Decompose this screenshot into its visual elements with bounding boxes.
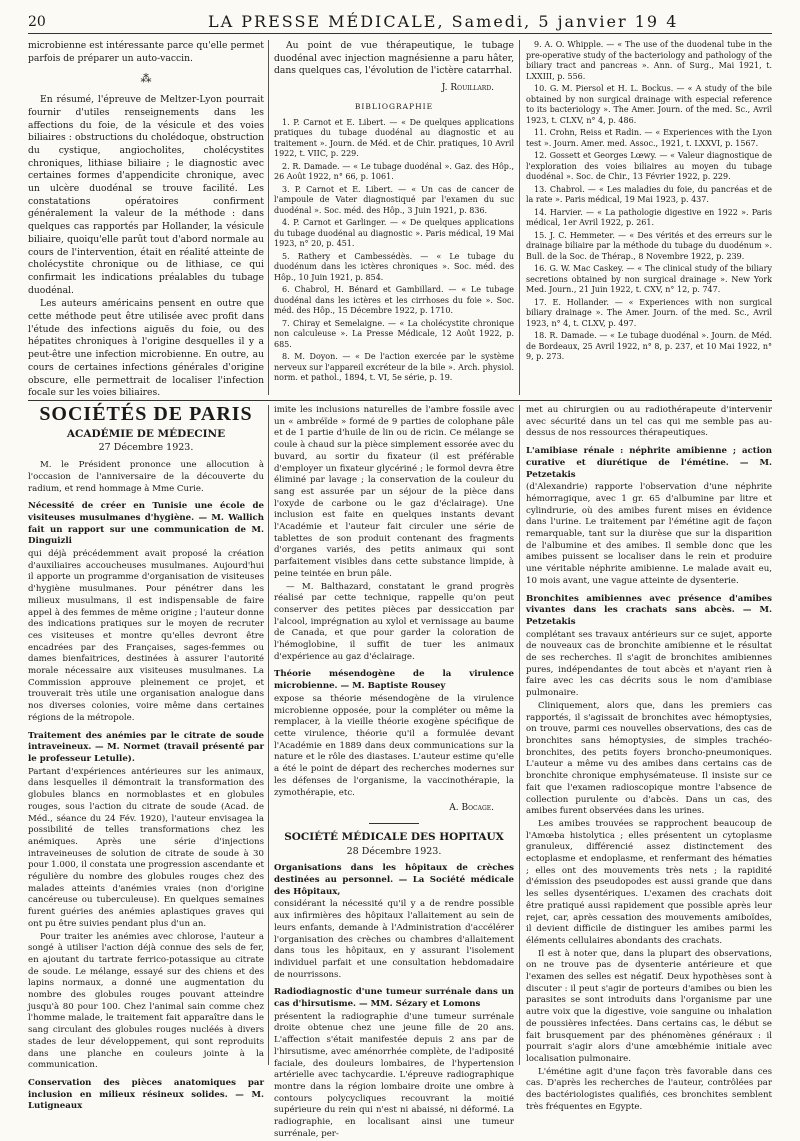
- paragraph: qui déjà précédemment avait proposé la création d'auxiliaires accoucheuses musulmanes. Aujourd'hui il apporte un programme d'organisation de visiteuses d'hygiène musulmanes. Pour pénétrer dans les milieux musulmans, il est indispensable de faire appel à des femmes de même origine ; l'auteur donne des indications pratiques sur le moyen de recruter ces visiteuses et montre qu'elles devront être encadrées par des Françaises, sages-femmes ou dames bienfaitrices, destinées à assurer l'autorité morale nécessaire aux visiteuses musulmanes. La Commission approuve pleinement ce projet, et trouverait très utile une organisation analogue dans nos diverses colonies, voire même dans certaines régions de la métropole.: [28, 549, 264, 723]
- bottom-column-2: [274, 405, 514, 1141]
- author-signature: A. Bocage.: [449, 803, 494, 814]
- paragraph: Au point de vue thérapeutique, le tubage duodénal avec injection magnésienne a paru hâter, dans quelques cas, l'évolution de l'ictère catarrhal.: [274, 40, 514, 77]
- paragraph: imite les inclusions naturelles de l'ambre fossile avec un « ambréïde » formé de 9 parties de colophane pâle et de 1 partie d'huile de lin ou de ricin. Ce mélange se coule à chaud sur la pièce simplement essorée avec du buvard, au sortir du fixateur (il est préférable d'employer un fixateur glycériné ; le formol devra être éliminé par lavage ; la conservation de la couleur du sang est assurée par un séjour de la pièce dans l'oxyde de carbone ou le gaz d'éclairage). Une inclusion est faite en quelques instants devant l'Académie et l'auteur fait circuler une série de tablettes de son produit contenant des fragments d'organes variés, des petits animaux qui sont parfaitement visibles dans cette substance limpide, à peine teintée en brun pâle.: [274, 405, 514, 579]
- reference: 9. A. O. Whipple. — « The use of the duodenal tube in the pre-operative study of the bacteriology and pathology of the biliary tract and pancreas ». Ann. of Surg., Mai 1921, t. LXXIII, p. 556.: [526, 40, 772, 81]
- communication-heading: Radiodiagnostic d'une tumeur surrénale dans un cas d'hirsutisme. — MM. Sézary et Lomons: [274, 987, 514, 1010]
- paragraph: Pour traiter les anémies avec chlorose, l'auteur a songé à utiliser l'action déjà connue des sels de fer, en ajoutant du tartrate ferrico-potassique au citrate de soude. Le mélange, essayé sur des chiens et des lapins normaux, a donné une augmentation du nombre des globules rouges pouvant atteindre jusqu'à 80 pour 100. Chez l'animal sain comme chez l'homme malade, le traitement fait apparaître dans le sang circulant des globules rouges nucléés à divers stades de leur développement, qui sont reproduits dans une planche en couleurs jointe à la communication.: [28, 931, 264, 1071]
- paragraph: Il est à noter que, dans la plupart des observations, on ne trouve pas de dysenterie antérieure et que l'examen des selles est négatif. Deux hypothèses sont à discuter : il peut s'agir de porteurs d'amibes ou bien les parasites se sont introduits dans l'organisme par une autre voix que la digestive, voie sanguine ou inhalation de poussières infectées. Dans certains cas, le début se fait brusquement par des phénomènes généraux : il pourrait s'agir alors d'une amœbhémie initiale avec localisation pulmonaire.: [526, 948, 772, 1064]
- reference: 1. P. Carnot et E. Libert. — « De quelques applications pratiques du tubage duodénal au diagnostic et au traitement ». Journ. de Méd. et de Chir. pratiques, 10 Avril 1922, t. VIIC, p. 229.: [274, 117, 514, 159]
- paragraph: En résumé, l'épreuve de Meltzer-Lyon pourrait fournir d'utiles renseignements dans les affections du foie, de la vésicule et des voies biliaires : obstructions du cholédoque, obstruction du cystique, angiocholites, cholécystites chroniques, lithiase biliaire ; le diagnostic avec certaines formes d'appendicite chronique, avec un ulcère duodénal se trouve facilité. Les constatations opératoires confirment généralement la valeur de la méthode : dans quelques cas rapportés par Hollander, la vésicule biliaire, quoiqu'elle parût tout d'abord normale au cours de l'intervention, était en réalité atteinte de cholécystite chronique ou de lithiase, ce qui confirmait les indications préalables du tubage duodénal.: [28, 94, 264, 296]
- communication-heading: Traitement des anémies par le citrate de soude intraveineux. — M. Normet (travail présenté par le professeur Letulle).: [28, 730, 264, 764]
- running-title: LA PRESSE MÉDICALE, Samedi, 5 janvier 19 4: [208, 12, 679, 31]
- column-divider: [268, 405, 269, 1065]
- reference: 8. M. Doyon. — « De l'action exercée par le système nerveux sur l'appareil excréteur de la bile ». Arch. physiol. norm. et pathol., 1894, t. VI, 5e série, p. 19.: [274, 352, 514, 383]
- reference: 12. Gossett et Georges Lœwy. — « Valeur diagnostique de l'exploration des voies biliaires au moyen du tubage duodénal ». Soc. de Chir., 13 Février 1922, p. 229.: [526, 151, 772, 181]
- paragraph: (d'Alexandrie) rapporte l'observation d'une néphrite hémorragique, avec 1 gr. 65 d'albumine par litre et cylindrurie, où des amibes furent mises en évidence dans l'urine. Le traitement par l'émétine agit de façon remarquable, tant sur la diurèse que sur la disparition de l'albumine et des amibes. Il semble donc que les amibes puissent se localiser dans le rein et produire une véritable néphrite amibienne. Le malade avait eu, 10 mois avant, une vague atteinte de dysenterie.: [526, 482, 772, 586]
- short-divider: [369, 823, 419, 824]
- section-title: SOCIÉTÉS DE PARIS: [39, 403, 253, 425]
- communication-heading: Conservation des pièces anatomiques par inclusion en milieux résineux solides. — M. Lutigneaux: [28, 1077, 264, 1112]
- reference: 3. P. Carnot et E. Libert. — « Un cas de cancer de l'ampoule de Vater diagnostiqué par l'examen du suc duodénal ». Soc. méd. des Hôp., 3 Juin 1921, p. 836.: [274, 184, 514, 215]
- communication-heading: Bronchites amibiennes avec présence d'amibes vivantes dans les crachats sans abcès. — M. Petzetakis: [526, 593, 772, 627]
- column-divider: [519, 405, 520, 1065]
- paragraph: M. le Président prononce une allocution à l'occasion de l'anniversaire de la découverte du radium, et rend hommage à Mme Curie.: [28, 460, 264, 494]
- society-heading: SOCIÉTÉ MÉDICALE DES HOPITAUX: [284, 830, 504, 843]
- bottom-column-1: [28, 405, 264, 1114]
- top-column-1: [28, 40, 264, 401]
- top-column-3: [526, 40, 772, 365]
- reference: 10. G. M. Piersol et H. L. Bockus. — « A study of the bile obtained by non surgical drainage with especial reference to its bacteriology ». The Amer. Journ. of the med. Sc., Avril 1923, t. CLXV, n° 4, p. 486.: [526, 84, 772, 125]
- paragraph: microbienne est intéressante parce qu'elle permet parfois de préparer un auto-vaccin.: [28, 40, 264, 64]
- reference: 18. R. Damade. — « Le tubage duodénal ». Journ. de Méd. de Bordeaux, 25 Avril 1922, n° 8, p. 237, et 10 Mai 1922, n° 9, p. 273.: [526, 331, 772, 361]
- paragraph: complétant ses travaux antérieurs sur ce sujet, apporte de nouveaux cas de bronchite amibienne et le résultat de ses recherches. Il s'agit de bronchites amibiennes pures, indépendantes de tout abcès et n'ayant rien à faire avec les cas décrits sous le nom d'amibiase pulmonaire.: [526, 629, 772, 699]
- paragraph: Les amibes trouvées se rapprochent beaucoup de l'Amœba histolytica ; elles présentent un cytoplasme granuleux, différencié assez distinctement des ectoplasme et endoplasme, et renfermant des hématies ; elles ont des mouvements très nets ; la rapidité d'émission des pseudopodes est aussi grande que dans les selles dysentériques. L'examen des crachats doit être pratiqué aussi rapidement que possible après leur rejet, car, après cessation des mouvements amiboïdes, il devient difficile de distinguer les amibes parmi les éléments cellulaires abondants des crachats.: [526, 818, 772, 946]
- paragraph: Cliniquement, alors que, dans les premiers cas rapportés, il s'agissait de bronchites avec hémoptysies, on trouve, parmi ces nouvelles observations, des cas de bronchites sans hémoptysies, de simples trachéo-bronchites, des petits foyers broncho-pneumoniques. L'auteur a même vu des amibes dans certains cas de bronchite chronique emphysémateuse. Il insiste sur ce fait que l'examen radioscopique montre l'absence de collection purulente ou d'abcès. Dans un cas, des amibes furent observées dans les urines.: [526, 700, 772, 817]
- author-signature: J. Rouillard.: [441, 83, 494, 94]
- paragraph: considérant la nécessité qu'il y a de rendre possible aux infirmières des hôpitaux l'allaitement au sein de leurs enfants, demande à l'Administration d'accélérer l'organisation des crèches ou chambres d'allaitement dans tous les hôpitaux, en y assurant l'isolement individuel parfait et une consultation hebdomadaire de nourrissons.: [274, 899, 514, 980]
- communication-heading: L'amibiase rénale : néphrite amibienne ; action curative et diurétique de l'émétine. — M. Petzetakis: [526, 446, 772, 480]
- reference: 2. R. Damade. — « Le tubage duodénal ». Gaz. des Hôp., 26 Août 1922, n° 66, p. 1061.: [274, 161, 514, 182]
- reference: 6. Chabrol, H. Bénard et Gambillard. — « Le tubage duodénal dans les ictères et les cirrhoses du foie ». Soc. méd. des Hôp., 15 Décembre 1922, p. 1710.: [274, 285, 514, 316]
- paragraph: expose sa théorie mésendogène de la virulence microbienne opposée, pour la compléter ou même la remplacer, à la vieille théorie exogène spécifique de cette virulence, théorie qu'il a formulée devant l'Académie en 1889 dans deux communications sur la nature et le rôle des diastases. L'auteur estime qu'elle a été le point de départ des recherches modernes sur les défenses de l'organisme, la vaccinothérapie, la zymothérapie, etc.: [274, 693, 514, 798]
- paragraph: Partant d'expériences antérieures sur les animaux, dans lesquelles il démontrait la transformation des globules blancs en normoblastes et en globules rouges, sous l'action du citrate de soude (Acad. de Méd., séance du 24 Fév. 1920), l'auteur envisagea la possibilité de telles transformations chez les anémiques. Après une série d'injections intraveineuses de solution de citrate de soude à 30 pour 1.000, il constata une progression ascendante et régulière du nombre des globules rouges chez des malades atteints d'anémies vraies (non d'origine cancéreuse ou tuberculeuse). En quelques semaines furent guéries des anémies aplastiques graves qui ont pu être suivies pendant plus d'un an.: [28, 766, 264, 929]
- paragraph: présentent la radiographie d'une tumeur surrénale droite obtenue chez une jeune fille de 20 ans. L'affection s'était manifestée depuis 2 ans par de l'hirsutisme, avec aménorrhée complète, de l'adiposité faciale, des douleurs lombaires, de l'hypertension artérielle avec tachycardie. L'épreuve radiographique montre dans la région lombaire droite une ombre à contours polycycliques recouvrant la moitié supérieure du rein qui n'est ni abaissé, ni déformé. La radiographie, en localisant ainsi une tumeur surrénale, per-: [274, 1011, 514, 1139]
- reference: 17. E. Hollander. — « Experiences with non surgical biliary drainage ». The Amer. Journ. of the med. Sc., Avril 1923, n° 4, t. CLXV, p. 497.: [526, 297, 772, 328]
- asterism: ⁂: [140, 72, 152, 86]
- paragraph: met au chirurgien ou au radiothérapeute d'intervenir avec sécurité dans un tel cas qui me semble pas au-dessus de nos ressources thérapeutiques.: [526, 405, 772, 439]
- reference: 14. Harvier. — « La pathologie digestive en 1922 ». Paris médical, 1er Avril 1922, p. 261.: [526, 207, 772, 227]
- session-date: 28 Décembre 1923.: [346, 845, 442, 857]
- society-heading: ACADÉMIE DE MÉDECINE: [66, 427, 226, 440]
- reference: 4. P. Carnot et Garlinger. — « De quelques applications du tubage duodénal au diagnostic ». Paris médical, 19 Mai 1923, n° 20, p. 451.: [274, 218, 514, 249]
- reference: 13. Chabrol. — « Les maladies du foie, du pancréas et de la rate ». Paris médical, 19 Mai 1923, p. 437.: [526, 184, 772, 204]
- page-header: [28, 12, 772, 34]
- bottom-column-3: [526, 405, 772, 1114]
- reference: 16. G. W. Mac Caskey. — « The clinical study of the biliary secretions obtained by non surgical drainage ». New York Med. Journ., 21 Juin 1922, t. CXV, n° 12, p. 747.: [526, 264, 772, 294]
- column-divider: [268, 40, 269, 395]
- paragraph: Les auteurs américains pensent en outre que cette méthode peut être utilisée avec profit dans l'étude des infections aiguës du foie, ou des hépatites chroniques à l'origine desquelles il y a peut-être une infection microbienne. En outre, au cours de certaines infections générales d'origine obscure, elle permettrait de localiser l'infection focale sur les voies biliaires.: [28, 298, 264, 399]
- reference: 15. J. C. Hemmeter. — « Des vérités et des erreurs sur le drainage biliaire par la méthode du tubage du duodénum ». Bull. de la Soc. de Thérap., 8 Novembre 1922, p. 239.: [526, 230, 772, 261]
- paragraph: L'émétine agit d'une façon très favorable dans ces cas. D'après les recherches de l'auteur, contrôlées par des bactériologistes qualifiés, ces bronchites semblent très fréquentes en Egypte.: [526, 1066, 772, 1112]
- bibliography-title: BIBLIOGRAPHIE: [354, 101, 434, 111]
- communication-heading: Théorie mésendogène de la virulence microbienne. — M. Baptiste Rousey: [274, 669, 514, 692]
- communication-heading: Organisations dans les hôpitaux de crèches destinées au personnel. — La Société médicale des Hôpitaux,: [274, 863, 514, 897]
- column-divider: [519, 40, 520, 395]
- communication-heading: Nécessité de créer en Tunisie une école de visiteuses musulmanes d'hygiène. — M. Wallich fait un rapport sur une communication de M. Dinguizli: [28, 501, 264, 547]
- section-divider: [28, 400, 772, 401]
- session-date: 27 Décembre 1923.: [98, 442, 194, 454]
- reference: 11. Crohn, Reiss et Radin. — « Experiences with the Lyon test ». Journ. Amer. med. Assoc., 1921, t. LXXVI, p. 1567.: [526, 128, 772, 148]
- top-column-2: [274, 40, 514, 386]
- reference: 5. Rathery et Cambessédès. — « Le tubage du duodénum dans les ictères chroniques ». Soc. méd. des Hôp., 10 Juin 1921, p. 854.: [274, 251, 514, 282]
- page-number: 20: [28, 14, 46, 30]
- reference: 7. Chiray et Semelaigne. — « La cholécystite chronique non calculeuse ». La Presse Médicale, 12 Août 1922, p. 685.: [274, 318, 514, 349]
- paragraph: — M. Balthazard, constatant le grand progrès réalisé par cette technique, rappelle qu'on peut conserver des petites pièces par dessiccation par l'alcool, imprégnation au xylol et vernissage au baume de Canada, et que pour garder la coloration de l'hémoglobine, il suffit de tuer les animaux d'expérience au gaz d'éclairage.: [274, 581, 514, 662]
